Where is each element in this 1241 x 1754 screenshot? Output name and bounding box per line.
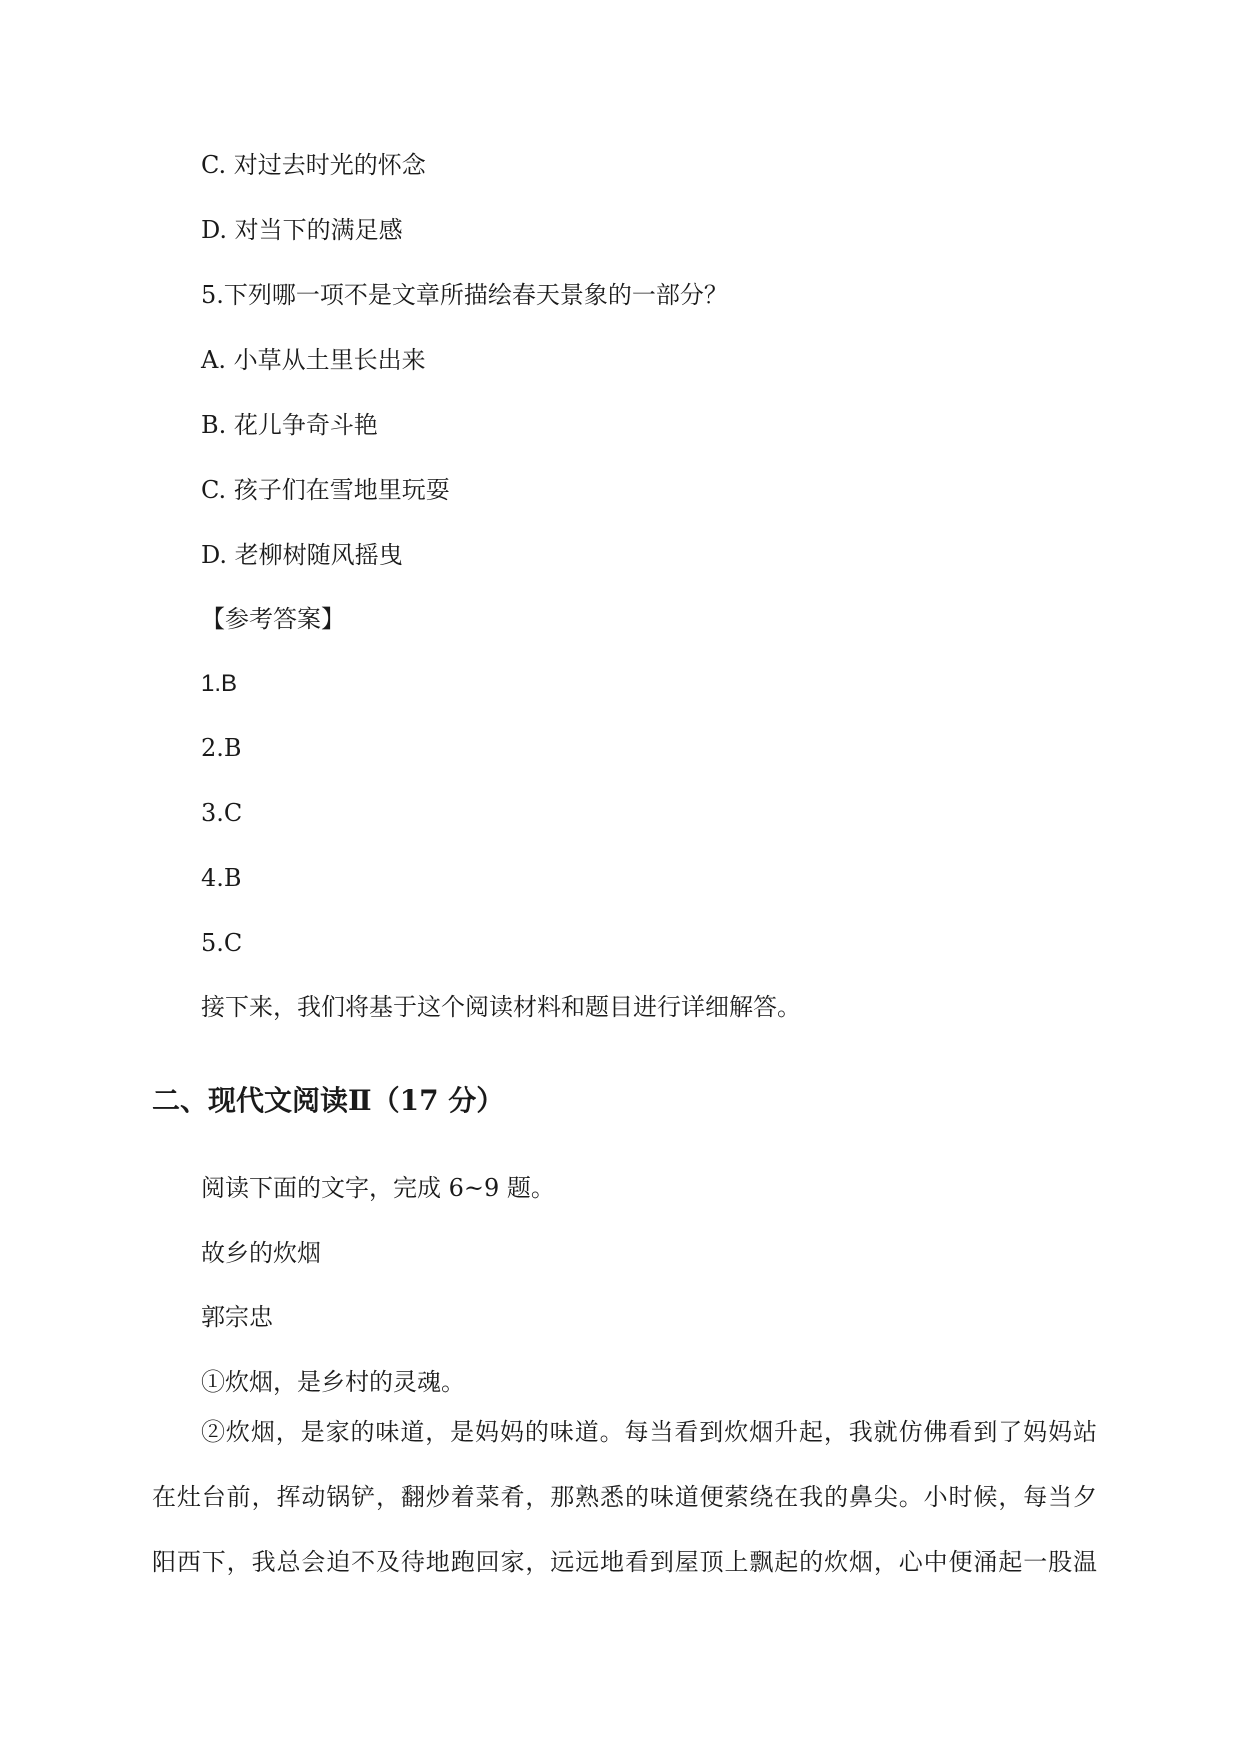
instruction-text: 阅读下面的文字，完成 6~9 题。	[201, 1174, 555, 1202]
section-heading: 二、现代文阅读Ⅱ（17 分）	[152, 1084, 505, 1117]
answer-item: 2.B	[201, 734, 242, 762]
article-author: 郭宗忠	[201, 1303, 273, 1331]
answer-item: 5.C	[201, 929, 243, 957]
q4-option-d: D. 对当下的满足感	[201, 216, 403, 244]
q5-option-b: B. 花儿争奇斗艳	[201, 411, 378, 439]
answer-item: 3.C	[201, 799, 243, 827]
answers-title: 【参考答案】	[201, 605, 345, 633]
answer-item: 4.B	[201, 864, 242, 892]
q5-stem: 5.下列哪一项不是文章所描绘春天景象的一部分？	[201, 281, 728, 309]
transition-text: 接下来，我们将基于这个阅读材料和题目进行详细解答。	[201, 993, 801, 1021]
q5-option-a: A. 小草从土里长出来	[201, 346, 426, 374]
q5-option-c: C. 孩子们在雪地里玩耍	[201, 476, 450, 504]
article-title: 故乡的炊烟	[201, 1239, 321, 1267]
paragraph-2-line-1: ②炊烟，是家的味道，是妈妈的味道。每当看到炊烟升起，我就仿佛看到了妈妈站	[201, 1418, 1097, 1446]
q5-option-d: D. 老柳树随风摇曳	[201, 541, 403, 569]
paragraph-2-line-2: 在灶台前，挥动锅铲，翻炒着菜肴，那熟悉的味道便萦绕在我的鼻尖。小时候，每当夕	[152, 1483, 1097, 1511]
answer-item: 1.B	[201, 670, 238, 697]
q4-option-c: C. 对过去时光的怀念	[201, 151, 426, 179]
paragraph-2-line-3: 阳西下，我总会迫不及待地跑回家，远远地看到屋顶上飘起的炊烟，心中便涌起一股温	[152, 1548, 1097, 1576]
paragraph-1: ①炊烟，是乡村的灵魂。	[201, 1368, 465, 1396]
